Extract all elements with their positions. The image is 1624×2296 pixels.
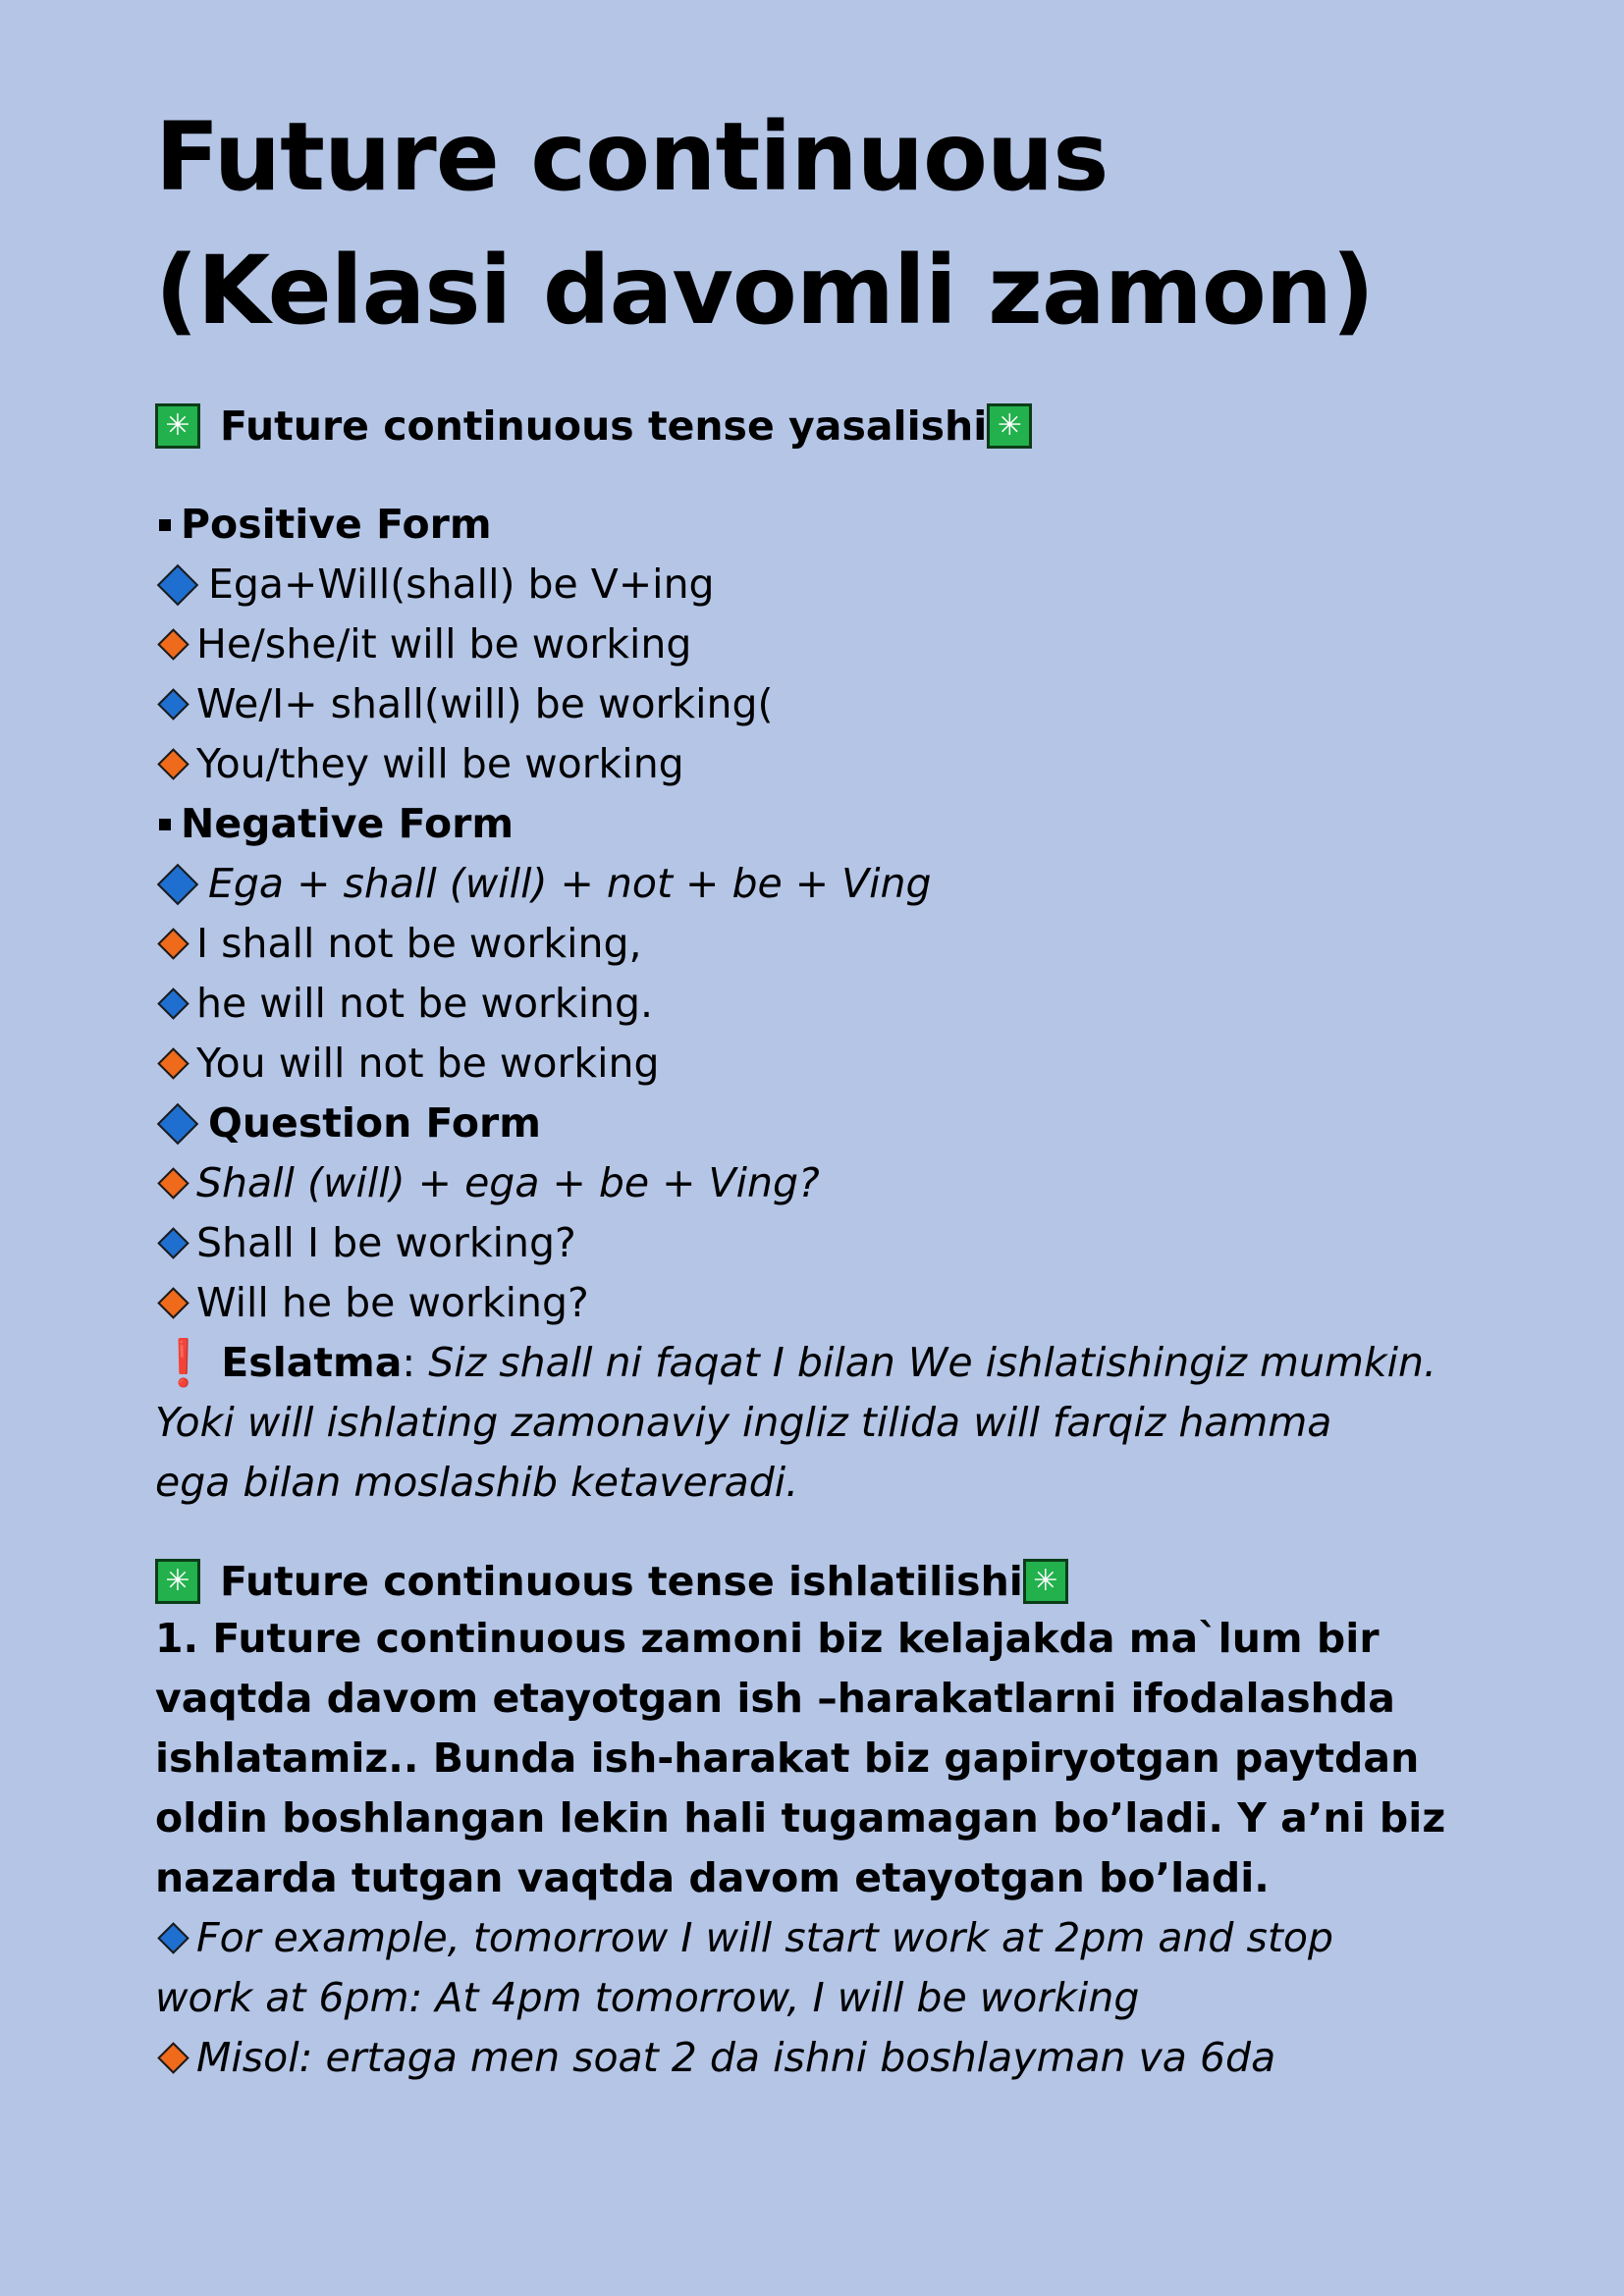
orange-diamond-icon — [157, 2042, 189, 2074]
note-line-3: ega bilan moslashib ketaveradi. — [155, 1459, 799, 1506]
note-line-2: Yoki will ishlating zamonaviy ingliz tilida will farqiz hamma — [155, 1399, 1332, 1446]
usage-point-line: 1. Future continuous zamoni biz kelajakda ma`lum bir — [155, 1615, 1380, 1662]
note-colon: : — [402, 1339, 416, 1386]
list-item-text: Will he be working? — [196, 1279, 589, 1326]
section-heading-text: Future continuous tense ishlatilishi — [220, 1558, 1023, 1605]
square-bullet-icon — [159, 519, 171, 531]
exclamation-icon: ❗ — [155, 1336, 212, 1389]
blue-diamond-icon — [157, 563, 198, 605]
list-item-text: You/they will be working — [196, 740, 684, 787]
misol-line — [155, 2028, 1506, 2088]
list-item-text: he will not be working. — [196, 980, 654, 1027]
section-heading-formation — [155, 399, 1506, 454]
list-item — [155, 555, 1506, 614]
positive-form-heading — [155, 495, 1506, 555]
list-item-text: Ega+Will(shall) be V+ing — [208, 561, 715, 608]
list-item — [155, 854, 1506, 914]
misol-text: Misol: ertaga men soat 2 da ishni boshlayman va 6da — [196, 2034, 1276, 2081]
list-item-text: Shall (will) + ega + be + Ving? — [196, 1159, 820, 1206]
list-item — [155, 914, 1506, 974]
negative-form-label: Negative Form — [181, 800, 514, 847]
list-item — [155, 1034, 1506, 1094]
section-heading-text: Future continuous tense yasalishi — [220, 402, 988, 450]
blue-diamond-icon — [157, 863, 198, 904]
blue-diamond-icon — [157, 988, 189, 1020]
positive-form-label: Positive Form — [181, 501, 492, 548]
sparkle-icon — [987, 403, 1032, 449]
list-item — [155, 974, 1506, 1034]
list-item — [155, 674, 1506, 734]
question-form-heading — [155, 1094, 1506, 1153]
blue-diamond-icon — [157, 1227, 189, 1259]
orange-diamond-icon — [157, 1287, 189, 1319]
list-item-text: We/I+ shall(will) be working( — [196, 680, 774, 727]
usage-point-line: nazarda tutgan vaqtda davom etayotgan bo’ladi. — [155, 1854, 1270, 1901]
list-item-text: I shall not be working, — [196, 920, 642, 967]
title-line-2: (Kelasi davomli zamon) — [155, 236, 1374, 346]
example-line-2: work at 6pm: At 4pm tomorrow, I will be working — [155, 1974, 1140, 2021]
blue-diamond-icon — [157, 688, 189, 721]
list-item — [155, 1213, 1506, 1273]
page-title — [155, 90, 1506, 357]
list-item-text: You will not be working — [196, 1040, 660, 1087]
question-form-label: Question Form — [208, 1099, 541, 1147]
list-item-text: He/she/it will be working — [196, 620, 692, 667]
title-line-1: Future continuous — [155, 102, 1109, 212]
orange-diamond-icon — [157, 928, 189, 960]
sparkle-icon — [1023, 1559, 1068, 1604]
orange-diamond-icon — [157, 1047, 189, 1080]
note-text: Siz shall ni faqat I bilan We ishlatishingiz mumkin. — [428, 1339, 1437, 1386]
blue-diamond-icon — [157, 1102, 198, 1144]
list-item — [155, 1273, 1506, 1333]
negative-form-heading — [155, 794, 1506, 854]
list-item — [155, 614, 1506, 674]
note-line-1 — [155, 1333, 1506, 1393]
list-item-text: Ega + shall (will) + not + be + Ving — [208, 860, 932, 907]
sparkle-icon — [155, 1559, 200, 1604]
orange-diamond-icon — [157, 1167, 189, 1200]
example-line-1 — [155, 1908, 1506, 1968]
usage-point-line: ishlatamiz.. Bunda ish-harakat biz gapiryotgan paytdan — [155, 1735, 1420, 1782]
usage-point-line: oldin boshlangan lekin hali tugamagan bo’ladi. Y a’ni biz — [155, 1794, 1446, 1842]
blue-diamond-icon — [157, 1922, 189, 1954]
note-label: Eslatma — [221, 1339, 403, 1386]
example-text: For example, tomorrow I will start work at 2pm and stop — [196, 1914, 1334, 1961]
section-heading-usage — [155, 1554, 1506, 1609]
sparkle-icon — [155, 403, 200, 449]
square-bullet-icon — [159, 819, 171, 830]
orange-diamond-icon — [157, 748, 189, 780]
list-item — [155, 1153, 1506, 1213]
usage-point-line: vaqtda davom etayotgan ish –harakatlarni ifodalashda — [155, 1675, 1395, 1722]
orange-diamond-icon — [157, 628, 189, 661]
list-item-text: Shall I be working? — [196, 1219, 576, 1266]
list-item — [155, 734, 1506, 794]
